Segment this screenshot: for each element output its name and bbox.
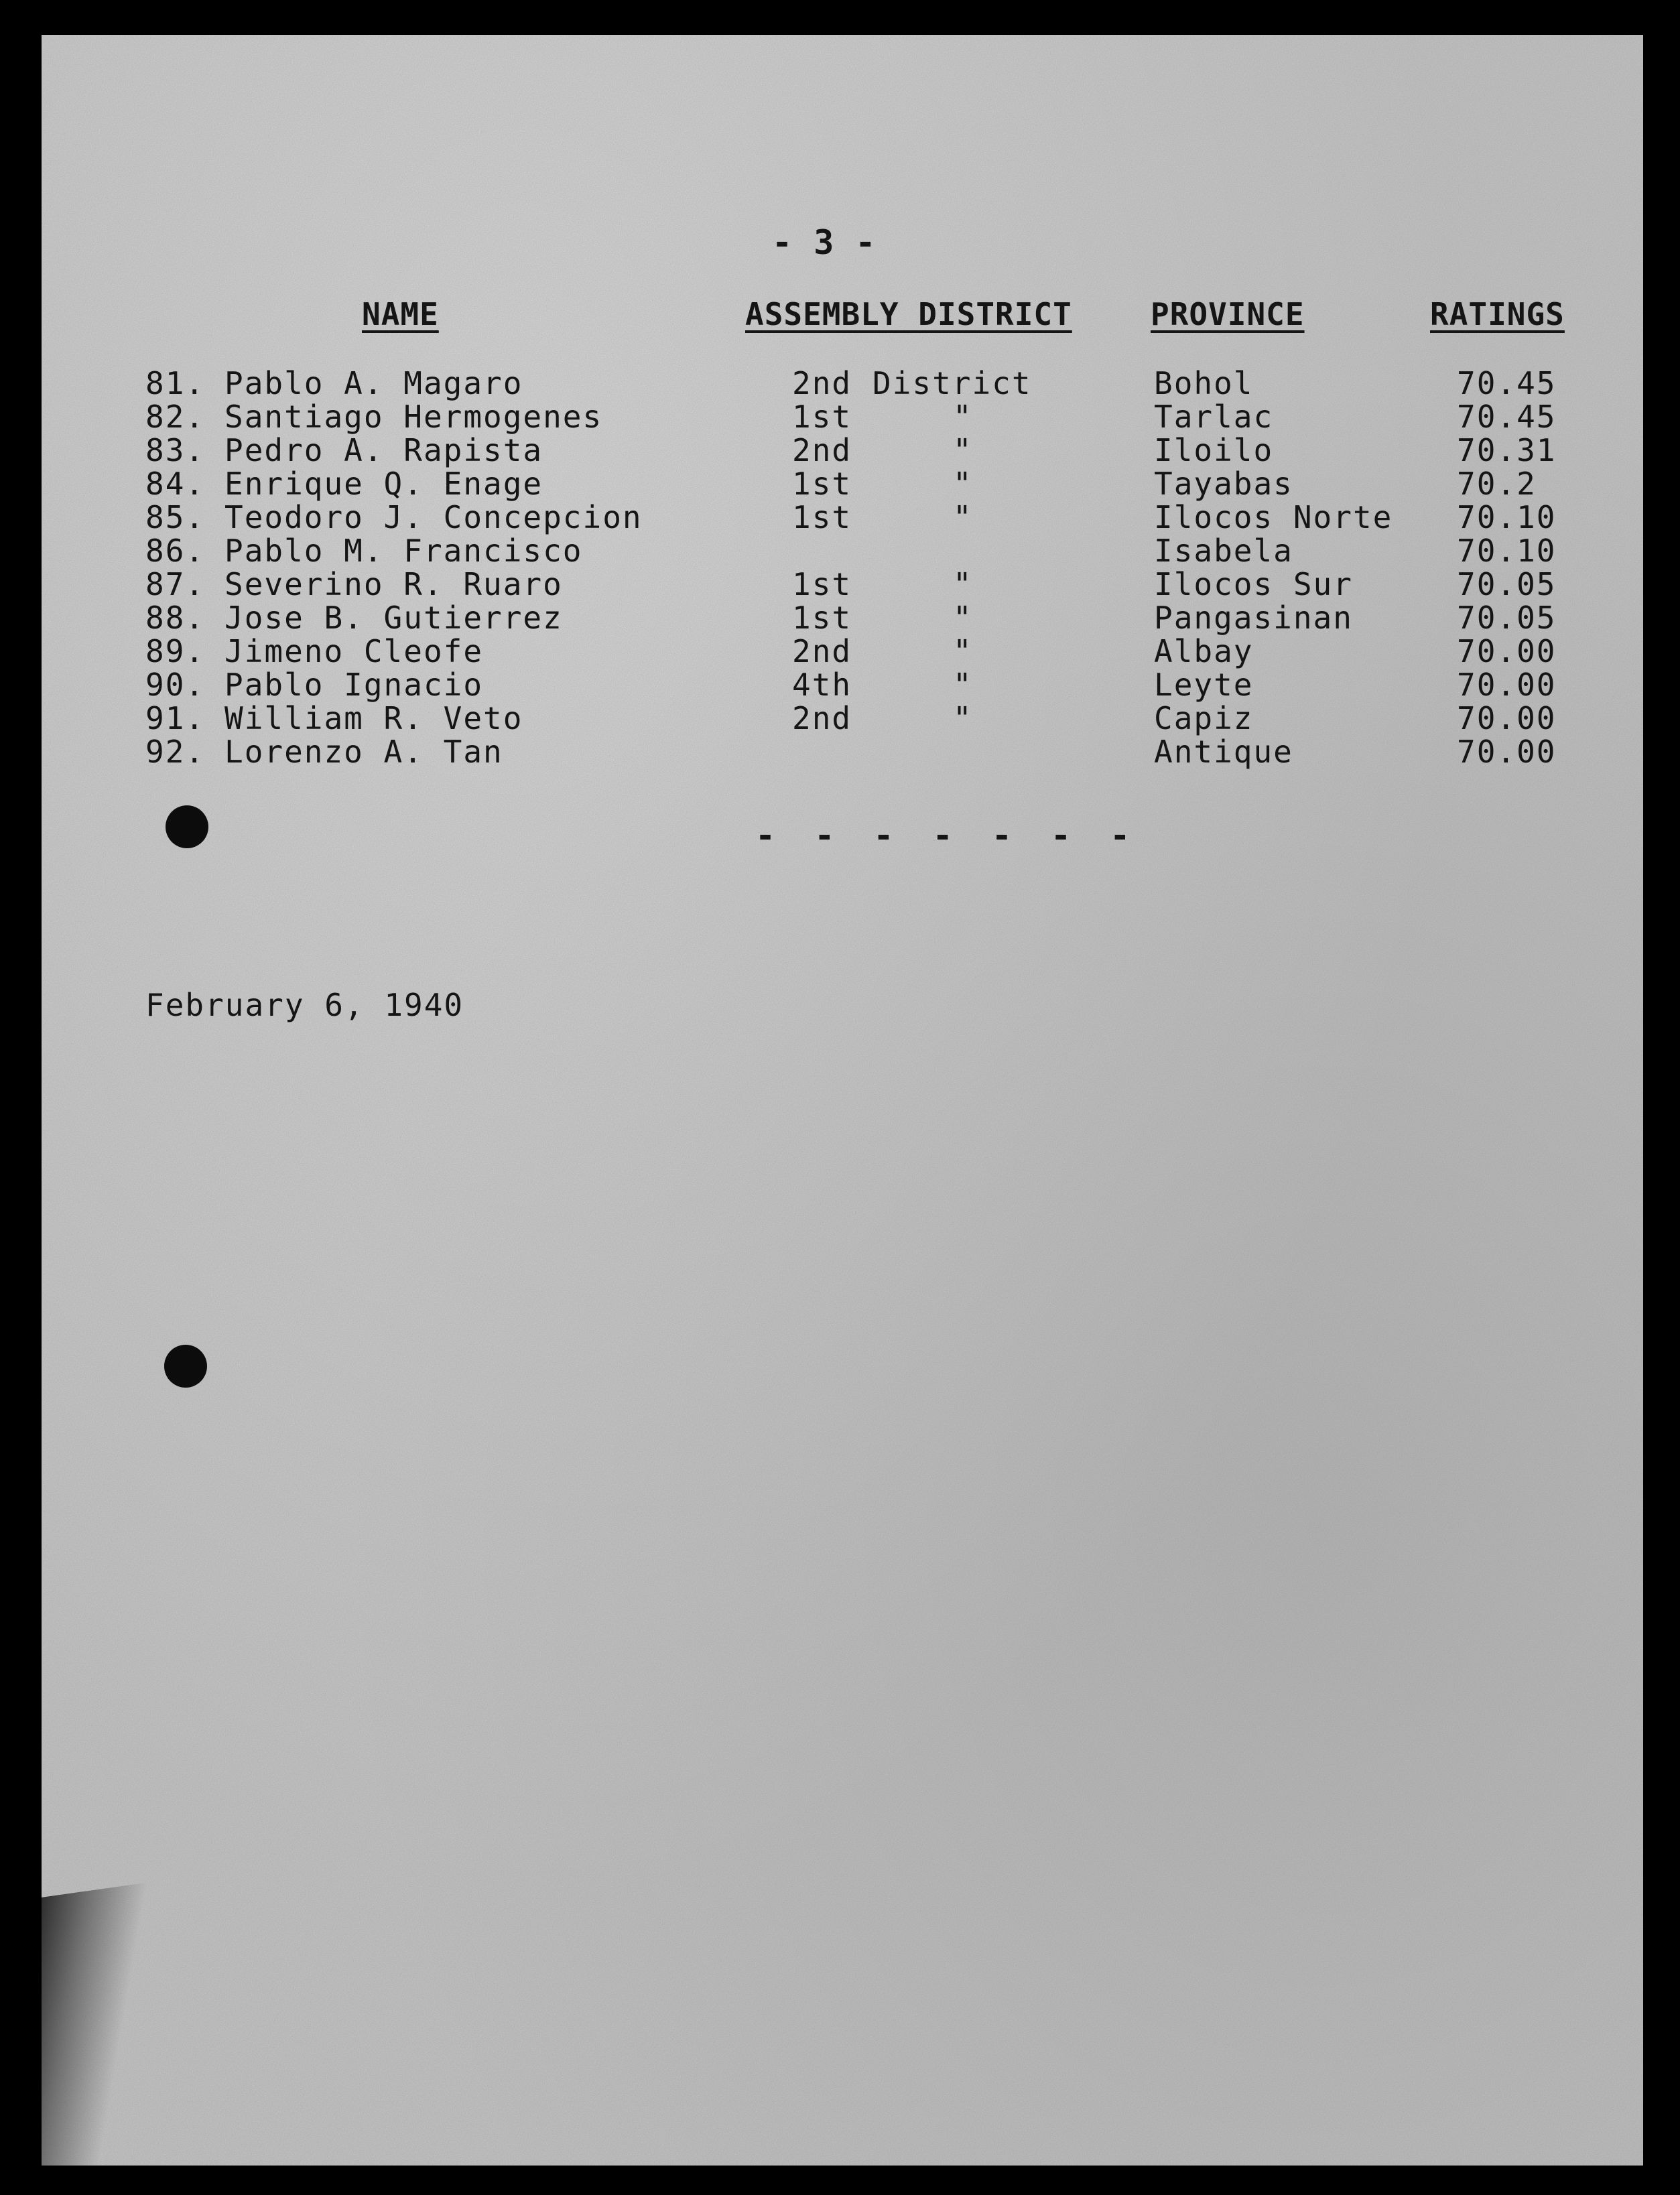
row-number: 89.	[145, 633, 206, 669]
row-name: Pablo A. Magaro	[224, 365, 523, 401]
row-name: Jimeno Cleofe	[224, 633, 484, 669]
row-number: 84.	[145, 466, 206, 502]
document-date: February 6, 1940	[145, 987, 464, 1023]
row-rating: 70.10	[1457, 533, 1557, 569]
row-province: Tayabas	[1154, 466, 1293, 502]
row-province: Ilocos Norte	[1154, 499, 1393, 535]
separator-dashes: - - - - - - -	[755, 816, 1140, 855]
table-row	[42, 367, 1643, 400]
row-province: Capiz	[1154, 700, 1254, 736]
row-number: 91.	[145, 700, 206, 736]
row-ditto-mark: "	[953, 499, 973, 535]
table-row	[42, 568, 1643, 601]
row-rating: 70.10	[1457, 499, 1557, 535]
table-row	[42, 400, 1643, 434]
row-number: 87.	[145, 566, 206, 602]
table-row	[42, 501, 1643, 534]
page-corner-shadow	[42, 1882, 149, 2166]
header-name: NAME	[362, 296, 439, 332]
row-province: Iloilo	[1154, 432, 1274, 468]
table-row	[42, 702, 1643, 735]
table-row	[42, 434, 1643, 467]
row-name: William R. Veto	[224, 700, 523, 736]
punch-hole	[164, 1345, 207, 1388]
row-rating: 70.31	[1457, 432, 1557, 468]
row-province: Ilocos Sur	[1154, 566, 1353, 602]
row-rating: 70.00	[1457, 633, 1557, 669]
row-rating: 70.2	[1457, 466, 1537, 502]
row-rating: 70.00	[1457, 667, 1557, 703]
row-rating: 70.05	[1457, 566, 1557, 602]
ratings-table	[42, 367, 1643, 769]
row-district: 4th	[792, 667, 852, 703]
row-district: 2nd	[792, 700, 852, 736]
row-ditto-mark: "	[953, 566, 973, 602]
row-ditto-mark: "	[953, 633, 973, 669]
row-district: 1st	[792, 466, 852, 502]
row-name: Santiago Hermogenes	[224, 399, 603, 435]
row-province: Bohol	[1154, 365, 1254, 401]
row-name: Enrique Q. Enage	[224, 466, 543, 502]
row-province: Isabela	[1154, 533, 1293, 569]
row-rating: 70.00	[1457, 700, 1557, 736]
row-name: Pablo Ignacio	[224, 667, 484, 703]
row-province: Pangasinan	[1154, 600, 1353, 636]
row-district: 2nd	[792, 365, 852, 401]
row-name: Teodoro J. Concepcion	[224, 499, 643, 535]
row-province: Leyte	[1154, 667, 1254, 703]
row-ditto-mark: "	[953, 466, 973, 502]
punch-hole	[166, 805, 208, 848]
row-ditto-mark: "	[953, 432, 973, 468]
row-name: Pablo M. Francisco	[224, 533, 583, 569]
row-rating: 70.45	[1457, 399, 1557, 435]
row-province: Tarlac	[1154, 399, 1274, 435]
table-row	[42, 635, 1643, 668]
row-rating: 70.05	[1457, 600, 1557, 636]
row-district: 2nd	[792, 432, 852, 468]
table-row	[42, 601, 1643, 635]
row-number: 88.	[145, 600, 206, 636]
page-number: - 3 -	[772, 223, 877, 262]
paper-grain	[42, 35, 1643, 2166]
row-ditto-mark: "	[953, 700, 973, 736]
row-name: Pedro A. Rapista	[224, 432, 543, 468]
row-name: Severino R. Ruaro	[224, 566, 563, 602]
row-number: 90.	[145, 667, 206, 703]
table-row	[42, 735, 1643, 769]
row-number: 82.	[145, 399, 206, 435]
row-number: 83.	[145, 432, 206, 468]
header-ratings: RATINGS	[1430, 296, 1565, 332]
row-number: 86.	[145, 533, 206, 569]
row-rating: 70.45	[1457, 365, 1557, 401]
row-ditto-mark: "	[953, 600, 973, 636]
table-row	[42, 668, 1643, 702]
row-ditto-mark: "	[953, 667, 973, 703]
row-district: 1st	[792, 499, 852, 535]
document-page	[42, 35, 1643, 2166]
row-province: Albay	[1154, 633, 1254, 669]
table-row	[42, 534, 1643, 568]
row-rating: 70.00	[1457, 734, 1557, 770]
row-number: 92.	[145, 734, 206, 770]
row-number: 81.	[145, 365, 206, 401]
row-district: 1st	[792, 566, 852, 602]
row-province: Antique	[1154, 734, 1293, 770]
header-assembly-district: ASSEMBLY DISTRICT	[745, 296, 1072, 332]
table-row	[42, 467, 1643, 501]
row-district: 1st	[792, 600, 852, 636]
row-district: 2nd	[792, 633, 852, 669]
row-name: Jose B. Gutierrez	[224, 600, 563, 636]
row-number: 85.	[145, 499, 206, 535]
row-ditto-mark: "	[953, 399, 973, 435]
row-district-word: District	[873, 365, 1032, 401]
row-name: Lorenzo A. Tan	[224, 734, 503, 770]
header-province: PROVINCE	[1151, 296, 1305, 332]
row-district: 1st	[792, 399, 852, 435]
